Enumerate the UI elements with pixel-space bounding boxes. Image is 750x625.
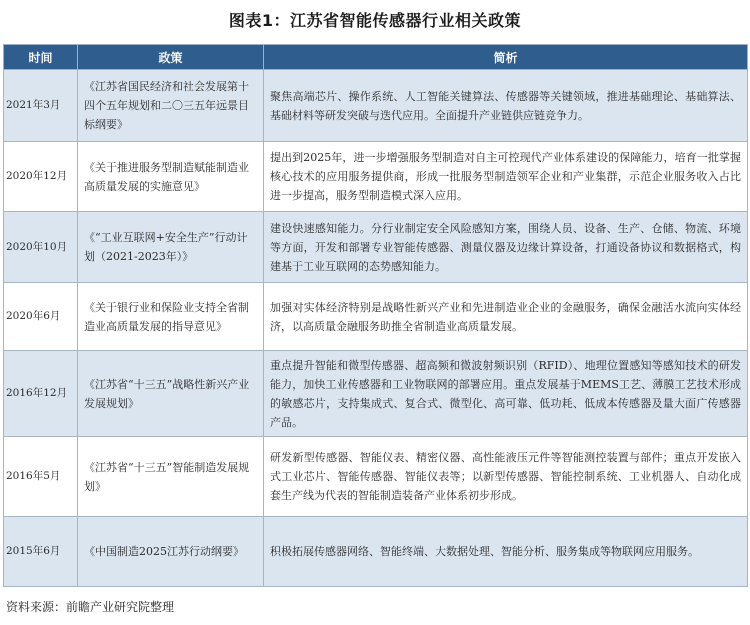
row-time: 2020年10月 [4, 212, 78, 283]
row-time: 2016年12月 [4, 351, 78, 437]
header-analysis: 简析 [264, 45, 748, 70]
row-policy: 《江苏省“十三五”智能制造发展规划》 [78, 437, 264, 517]
row-analysis: 建设快速感知能力。分行业制定安全风险感知方案，围绕人员、设备、生产、仓储、物流、环境等方面，开发和部署专业智能传感器、测量仪器及边缘计算设备，打通设备协议和数据格式，构建基于工业互联网的态势感知能力。 [264, 212, 748, 283]
header-policy: 政策 [78, 45, 264, 70]
table-row [4, 437, 748, 517]
row-policy: 《“工业互联网+安全生产”行动计划（2021-2023年）》 [78, 212, 264, 283]
row-policy: 《江苏省国民经济和社会发展第十四个五年规划和二〇三五年远景目标纲要》 [78, 70, 264, 142]
row-time: 2015年6月 [4, 517, 78, 587]
row-policy: 《关于推进服务型制造赋能制造业高质量发展的实施意见》 [78, 142, 264, 212]
policy-table [3, 44, 748, 587]
table-row [4, 517, 748, 587]
row-analysis: 加强对实体经济特别是战略性新兴产业和先进制造业企业的金融服务，确保金融活水流向实体经济，以高质量金融服务助推全省制造业高质量发展。 [264, 283, 748, 351]
row-analysis: 聚焦高端芯片、操作系统、人工智能关键算法、传感器等关键领域，推进基础理论、基础算法、基础材料等研发突破与迭代应用。全面提升产业链供应链竞争力。 [264, 70, 748, 142]
table-header-row [4, 45, 748, 70]
table-title: 图表1：江苏省智能传感器行业相关政策 [228, 11, 522, 30]
row-time: 2016年5月 [4, 437, 78, 517]
table-row [4, 351, 748, 437]
source-note: 资料来源：前瞻产业研究院整理 [6, 600, 175, 614]
table-row [4, 283, 748, 351]
row-policy: 《关于银行业和保险业支持全省制造业高质量发展的指导意见》 [78, 283, 264, 351]
table-row [4, 70, 748, 142]
row-analysis: 提出到2025年，进一步增强服务型制造对自主可控现代产业体系建设的保障能力，培育一批掌握核心技术的应用服务提供商，形成一批服务型制造领军企业和产业集群，示范企业服务收入占比进一步提高，服务型制造模式深入应用。 [264, 142, 748, 212]
table-row [4, 142, 748, 212]
row-analysis: 积极拓展传感器网络、智能终端、大数据处理、智能分析、服务集成等物联网应用服务。 [264, 517, 748, 587]
row-policy: 《江苏省“十三五”战略性新兴产业发展规划》 [78, 351, 264, 437]
row-analysis: 重点提升智能和微型传感器、超高频和微波射频识别（RFID）、地理位置感知等感知技术的研发能力，加快工业传感器和工业物联网的部署应用。重点发展基于MEMS工艺、薄膜工艺技术形成的敏感芯片，支持集成式、复合式、微型化、高可靠、低功耗、低成本传感器及量大面广传感器产品。 [264, 351, 748, 437]
table-row [4, 212, 748, 283]
row-analysis: 研发新型传感器、智能仪表、精密仪器、高性能液压元件等智能测控装置与部件；重点开发嵌入式工业芯片、智能传感器、智能仪表等；以新型传感器、智能控制系统、工业机器人、自动化成套生产线为代表的智能制造装备产业体系初步形成。 [264, 437, 748, 517]
row-time: 2020年12月 [4, 142, 78, 212]
row-time: 2020年6月 [4, 283, 78, 351]
row-time: 2021年3月 [4, 70, 78, 142]
header-time: 时间 [4, 45, 78, 70]
row-policy: 《中国制造2025江苏行动纲要》 [78, 517, 264, 587]
